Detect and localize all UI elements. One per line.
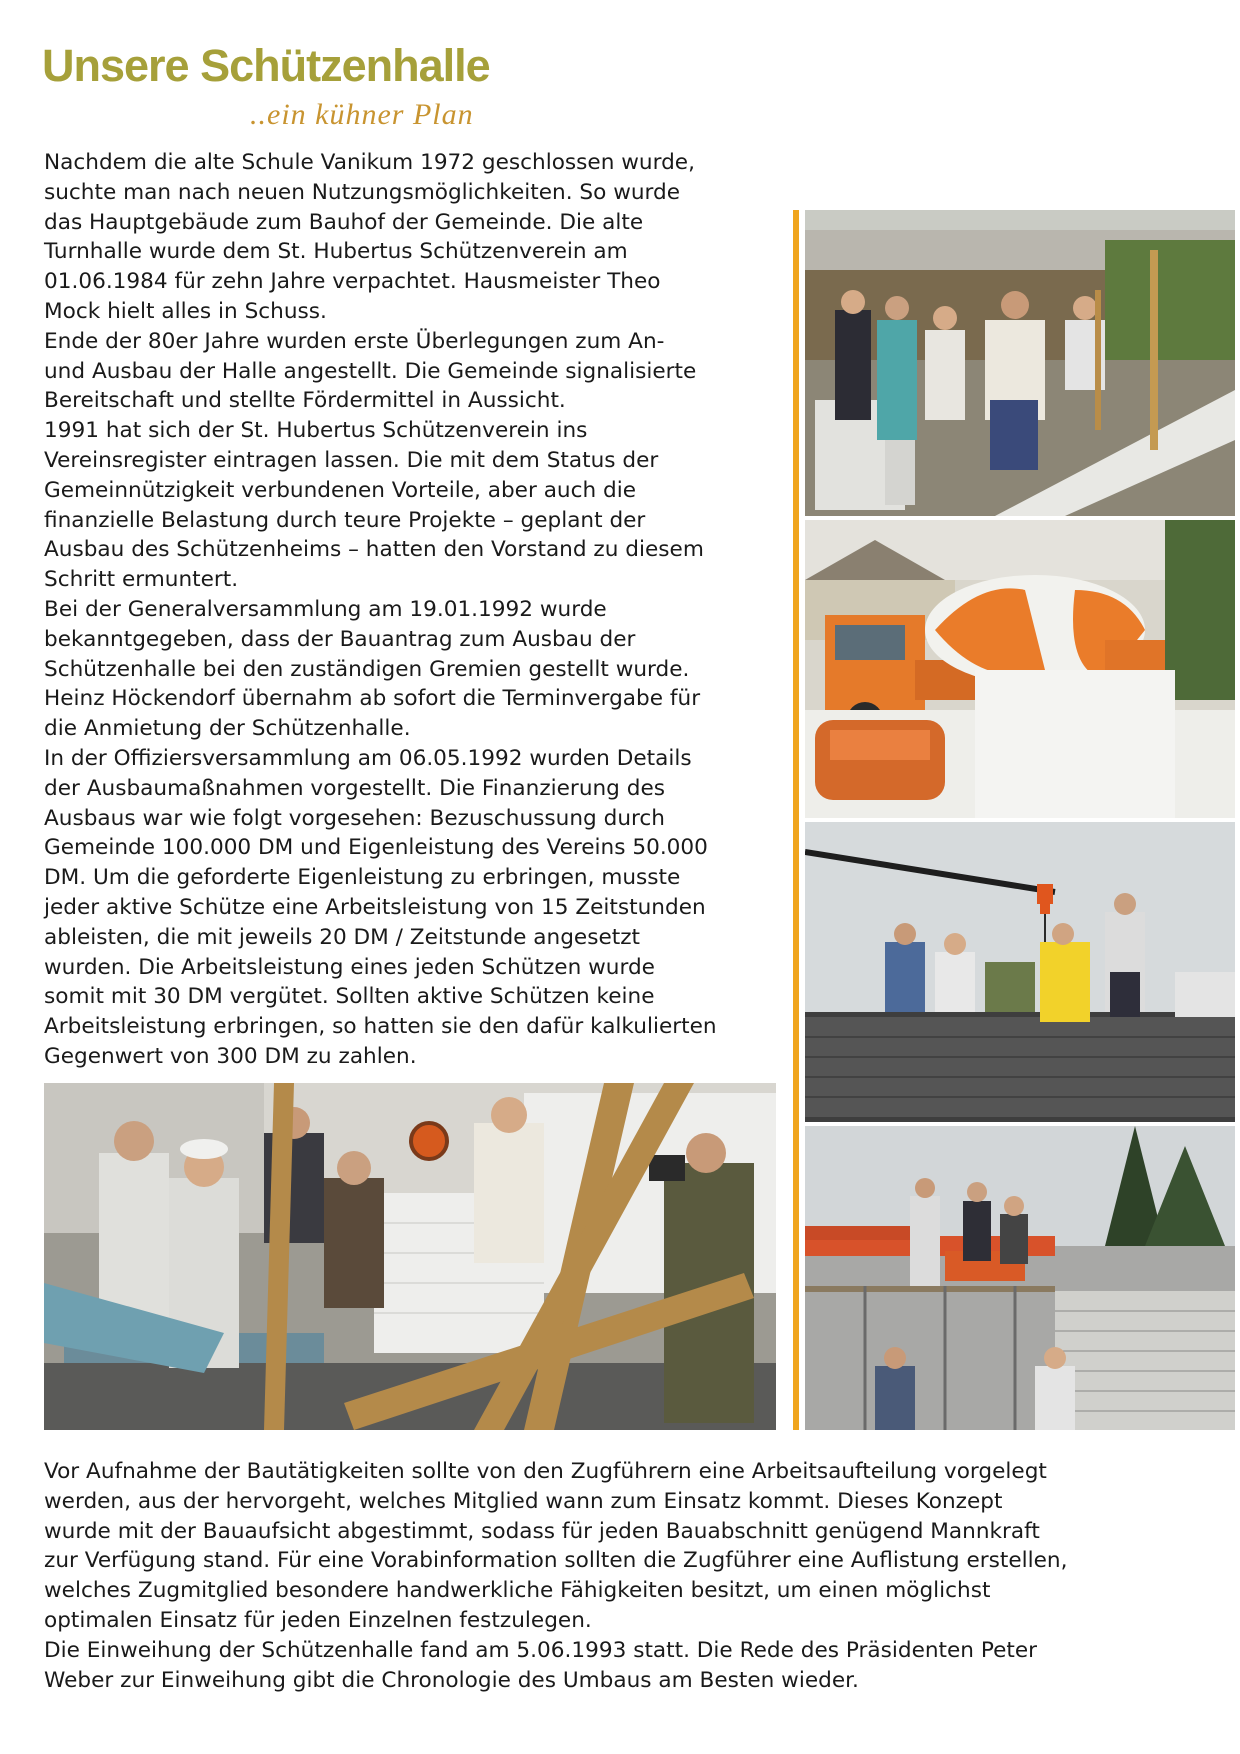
page-subtitle: ..ein kühner Plan <box>250 98 474 131</box>
article-body: Nachdem die alte Schule Vanikum 1972 geschlossen wurde, suchte man nach neuen Nutzungsmöglichkeiten. So wurde das Hauptgebäude zum Bauhof der Gemeinde. Die alte Turnhalle wurde dem St. Hubertus Schützenverein am 01.06.1984 für zehn Jahre verpachtet. Hausmeister Theo Mock hielt alles in Schuss. Ende der 80er Jahre wurden erste Überlegungen zum An- und Ausbau der Halle angestellt. Die Gemeinde signalisierte Bereitschaft und stellte Fördermittel in Aussicht. 1991 hat sich der St. Hubertus Schützenverein ins Vereinsregister eintragen lassen. Die mit dem Status der Gemeinnützigkeit verbundenen Vorteile, aber auch die finanzielle Belastung durch teure Projekte – geplant der Ausbau des Schützenheims – hatten den Vorstand zu diesem Schritt ermuntert. Bei der Generalversammlung am 19.01.1992 wurde bekanntgegeben, dass der Bauantrag zum Ausbau der Schützenhalle bei den zuständigen Gremien gestellt wurde. Heinz Höckendorf übernahm ab sofort die Terminvergabe für die Anmietung der Schützenhalle. In der Offiziersversammlung am 06.05.1992 wurden Details der Ausbaumaßnahmen vorgestellt. Die Finanzierung des Ausbaus war wie folgt vorgesehen: Bezuschussung durch Gemeinde 100.000 DM und Eigenleistung des Vereins 50.000 DM. Um die geforderte Eigenleistung zu erbringen, musste jeder aktive Schütze eine Arbeitsleistung von 15 Zeitstunden ableisten, die mit jeweils 20 DM / Zeitstunde angesetzt wurden. Die Arbeitsleistung eines jeden Schützen wurde somit mit 30 DM vergütet. Sollten aktive Schützen keine Arbeitsleistung erbringen, so hatten sie den dafür kalkulierten Gegenwert von 300 DM zu zahlen. <box>44 150 717 1069</box>
photo-cement-mixer-truck <box>805 520 1235 818</box>
photo-bricklaying-wall <box>805 210 1235 516</box>
page-title: Unsere Schützenhalle <box>42 40 490 91</box>
photo-scaffolding-formwork <box>805 1126 1235 1430</box>
photo-crane-roof-workers <box>805 822 1235 1122</box>
accent-bar <box>793 210 799 1430</box>
article-closing: Vor Aufnahme der Bautätigkeiten sollte von den Zugführern eine Arbeitsaufteilung vorgelegt werden, aus der hervorgeht, welches Mitglied wann zum Einsatz kommt. Dieses Konzept wurde mit der Bauaufsicht abgestimmt, sodass für jeden Bauabschnitt genügend Mannkraft zur Verfügung stand. Für eine Vorabinformation sollten die Zugführer eine Auflistung erstellen, welches Zugmitglied besondere handwerkliche Fähigkeiten besitzt, um einen möglichst optimalen Einsatz für jeden Einzelnen festzulegen. Die Einweihung der Schützenhalle fand am 5.06.1993 statt. Die Rede des Präsidenten Peter Weber zur Einweihung gibt die Chronologie des Umbaus am Besten wieder. <box>44 1459 1068 1693</box>
photo-group-building-walls <box>44 1083 776 1430</box>
